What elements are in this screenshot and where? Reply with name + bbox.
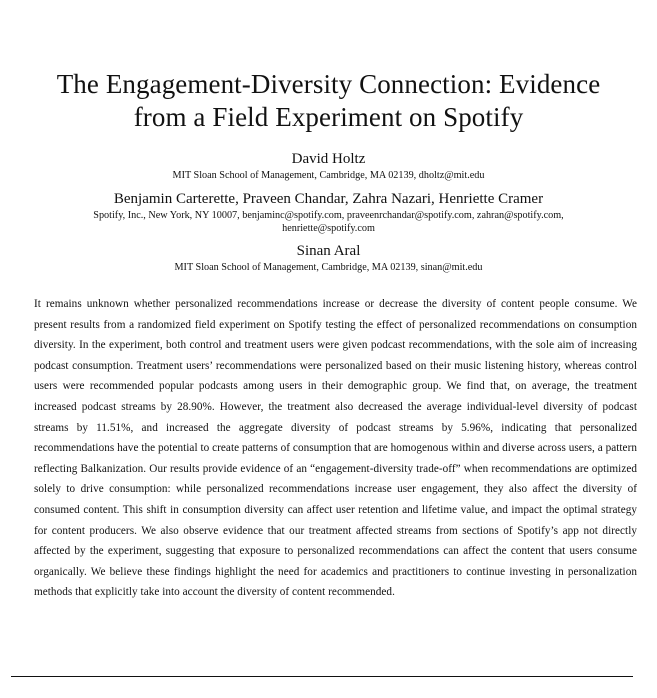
author-affiliation: MIT Sloan School of Management, Cambridge, MA 02139, sinan@mit.edu <box>174 262 483 273</box>
title-line-1: The Engagement-Diversity Connection: Evidence <box>56 69 601 99</box>
abstract-text: It remains unknown whether personalized recommendations increase or decrease the diversity of content people consume. We present results from a randomized field experiment on Spotify testing the effect of personalized recommendations on consumption diversity. In the experiment, both control and treatment users were given podcast recommendations, with the sole aim of increasing podcast consumption. Treatment users’ recommendations were personalized based on their music listening history, whereas control users were recommended popular podcasts among users in their demographic group. We find that, on average, the treatment increased podcast streams by 28.90%. However, the treatment also decreased the average individual-level diversity of podcast streams by 11.51%, and increased the aggregate diversity of podcast streams by 5.96%, indicating that personalized recommendations have the potential to create patterns of consumption that are homogenous within and diverse across users, a pattern reflecting Balkanization. Our results provide evidence of an “engagement-diversity trade-off” when recommendations are optimized solely to drive consumption: while personalized recommendations increase user engagement, they also affect the diversity of consumed content. This shift in consumption diversity can affect user retention and lifetime value, and impact the optimal strategy for content producers. We also observe evidence that our treatment affected streams from sections of Spotify’s app not directly affected by the experiment, suggesting that exposure to personalized recommendations can affect the content that users consume organically. We believe these findings highlight the need for academics and practitioners to continue investing in personalization methods that explicitly take into account the diversity of content recommended. <box>34 298 637 599</box>
author-affiliation <box>20 209 637 235</box>
author-block-3 <box>20 242 637 274</box>
affiliation-line-2: henriette@spotify.com <box>282 223 375 234</box>
author-names: David Holtz <box>291 151 366 167</box>
horizontal-rule <box>11 676 633 677</box>
affiliation-line-1: Spotify, Inc., New York, NY 10007, benjaminc@spotify.com, praveenrchandar@spotify.com, zahran@spotify.com, <box>93 210 564 221</box>
author-block-1 <box>20 150 637 182</box>
paper-title <box>20 68 637 134</box>
author-names: Sinan Aral <box>296 243 361 259</box>
title-line-2: from a Field Experiment on Spotify <box>133 102 524 132</box>
author-names: Benjamin Carterette, Praveen Chandar, Zahra Nazari, Henriette Cramer <box>113 191 544 207</box>
author-affiliation: MIT Sloan School of Management, Cambridge, MA 02139, dholtz@mit.edu <box>172 170 485 181</box>
author-block-2 <box>20 190 637 235</box>
